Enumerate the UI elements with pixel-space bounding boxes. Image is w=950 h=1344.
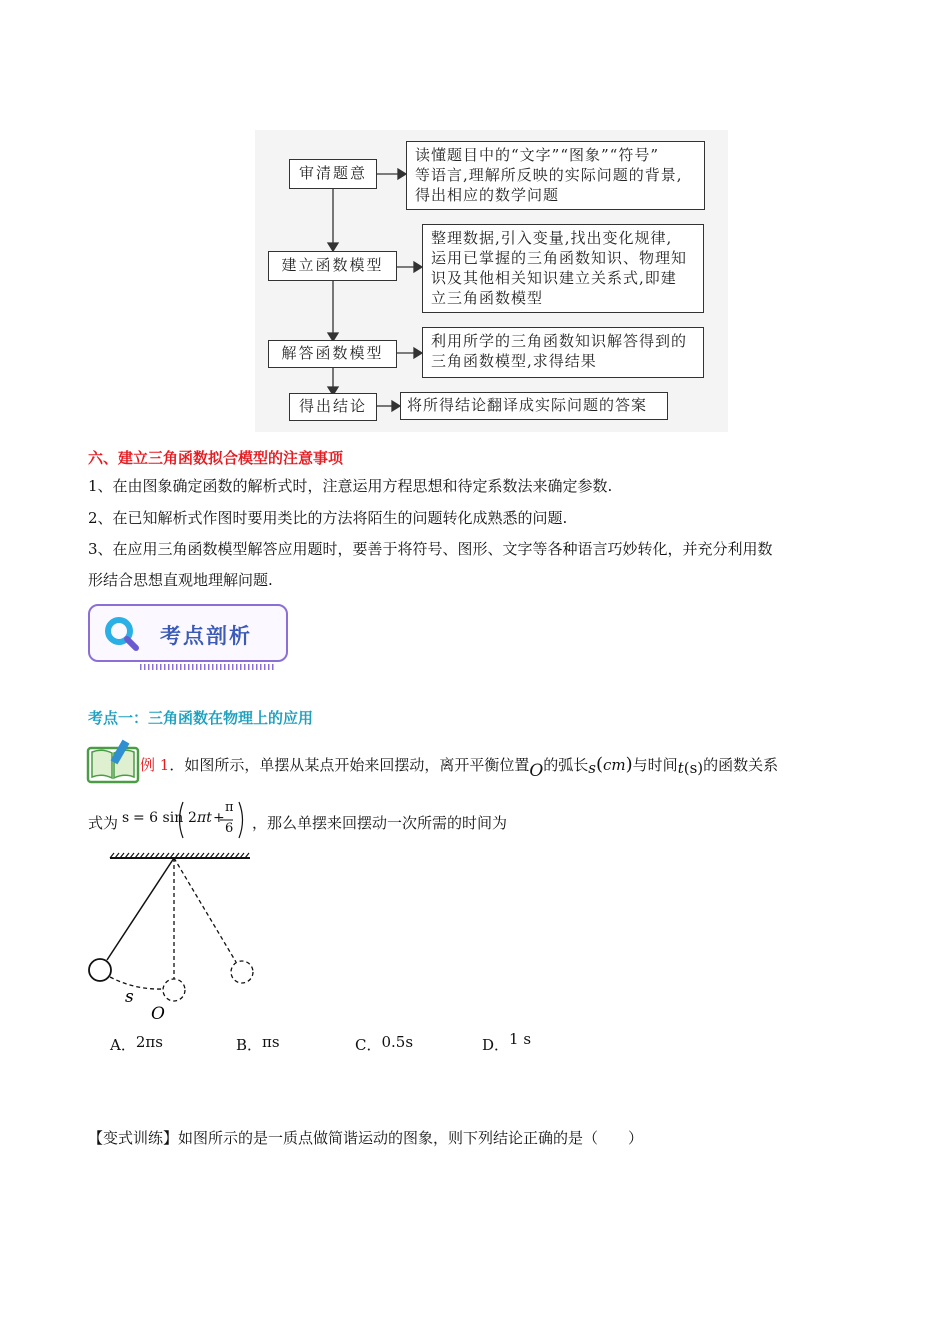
formula-frac-den: 6 [225, 821, 234, 836]
arrowhead-h4 [392, 401, 400, 411]
section-heading: 六、建立三角函数拟合模型的注意事项 [88, 449, 344, 467]
option-a-value: 2πs [135, 1033, 163, 1051]
flow-desc-1 [406, 141, 705, 210]
kaodian-title: 考点一：三角函数在物理上的应用 [88, 709, 314, 727]
option-c[interactable] [355, 1034, 413, 1055]
section-item-1: 1、在由图象确定函数的解析式时，注意运用方程思想和待定系数法来确定参数. [88, 477, 613, 495]
option-a-letter: A． [110, 1036, 136, 1054]
example-line-2 [88, 812, 118, 833]
example-text-a: ．如图所示，单摆从某点开始来回摆动，离开平衡位置 [169, 756, 530, 774]
option-d-letter: D． [482, 1036, 510, 1054]
badge-decoration [140, 664, 275, 670]
example-text-d: 的函数关系 [703, 756, 779, 774]
example-line-1 [140, 754, 779, 781]
option-b-value: πs [262, 1033, 280, 1051]
example-text-b: 的弧长 [543, 756, 589, 774]
symbol-t: t [677, 759, 684, 777]
flow-desc-3-line: 利用所学的三角函数知识解答得到的 [431, 332, 688, 350]
flow-desc-1-line: 读懂题目中的“文字”“图象”“符号” [415, 146, 660, 164]
symbol-O: O [529, 761, 544, 781]
kaodian-badge [88, 604, 288, 666]
paren-open: ( [595, 754, 604, 775]
formula-lhs: s [122, 810, 130, 826]
formula-plus: + [213, 810, 225, 826]
flow-desc-1-line: 等语言,理解所反映的实际问题的背景, [415, 166, 683, 184]
flow-step-3: 解答函数模型 [268, 340, 397, 368]
formula-pi-t: πt [197, 810, 212, 826]
formula-eq: = 6 sin [133, 810, 184, 826]
search-icon [102, 614, 142, 654]
flow-desc-1-line: 得出相应的数学问题 [415, 186, 560, 204]
arrowhead-h1 [398, 169, 406, 179]
right-bob [231, 961, 253, 983]
paren-close: ) [625, 754, 633, 775]
equilibrium-bob [163, 979, 185, 1001]
badge-title: 考点剖析 [160, 624, 252, 648]
book-pencil-icon [86, 738, 140, 784]
flow-step-2: 建立函数模型 [268, 251, 397, 281]
flow-desc-4-line: 将所得结论翻译成实际问题的答案 [407, 396, 648, 414]
flow-desc-2 [422, 224, 704, 313]
example-line2-a: 式为 [88, 814, 119, 832]
flow-step-4: 得出结论 [289, 393, 377, 421]
option-b-letter: B． [236, 1036, 263, 1054]
point-label-O: O [151, 1004, 165, 1024]
section-item-3: 3、在应用三角函数模型解答应用题时，要善于将符号、图形、文字等各种语言巧妙转化，并充分利用数 [88, 540, 773, 558]
option-a[interactable] [110, 1034, 163, 1055]
option-c-letter: C． [355, 1036, 382, 1054]
option-c-value: 0.5s [381, 1033, 414, 1051]
section-item-2: 2、在已知解析式作图时要用类比的方法将陌生的问题转化成熟悉的问题. [88, 509, 568, 527]
right-string [174, 858, 236, 962]
flow-desc-2-line: 识及其他相关知识建立关系式,即建 [431, 269, 677, 287]
symbol-cm: cm [603, 756, 626, 774]
arc-path [110, 977, 163, 989]
pendulum-bob [89, 959, 111, 981]
option-b[interactable] [236, 1034, 280, 1055]
unit-s: (s) [683, 759, 704, 777]
pendulum-figure [85, 850, 265, 1025]
flow-desc-3-line: 三角函数模型,求得结果 [431, 352, 597, 370]
pendulum-string [107, 858, 174, 960]
flow-desc-3 [422, 327, 704, 378]
arrowhead-h2 [414, 262, 422, 272]
flow-desc-4 [400, 392, 668, 420]
arrowhead-1-2 [328, 243, 338, 251]
formula-two: 2 [188, 810, 197, 826]
section-item-3-cont: 形结合思想直观地理解问题. [88, 571, 273, 589]
flow-desc-2-line: 运用已掌握的三角函数知识、物理知 [431, 249, 688, 267]
arc-label-s: s [125, 987, 134, 1007]
example-label: 例 1 [140, 756, 170, 774]
formula [120, 800, 252, 840]
flowchart [255, 130, 728, 432]
flow-desc-2-line: 整理数据,引入变量,找出变化规律, [431, 229, 673, 247]
example-line2-b: ，那么单摆来回摆动一次所需的时间为 [252, 814, 508, 832]
example-text-c: 与时间 [632, 756, 678, 774]
option-d-value: 1 s [509, 1030, 532, 1048]
flow-desc-2-line: 立三角函数模型 [431, 289, 544, 307]
symbol-s: s [588, 759, 596, 777]
arrowhead-h3 [414, 348, 422, 358]
flow-step-1: 审清题意 [289, 159, 377, 189]
variant-training: 【变式训练】如图所示的是一质点做简谐运动的图象，则下列结论正确的是（ ） [88, 1129, 644, 1147]
option-d[interactable] [482, 1030, 532, 1055]
formula-frac-num: π [225, 800, 234, 815]
